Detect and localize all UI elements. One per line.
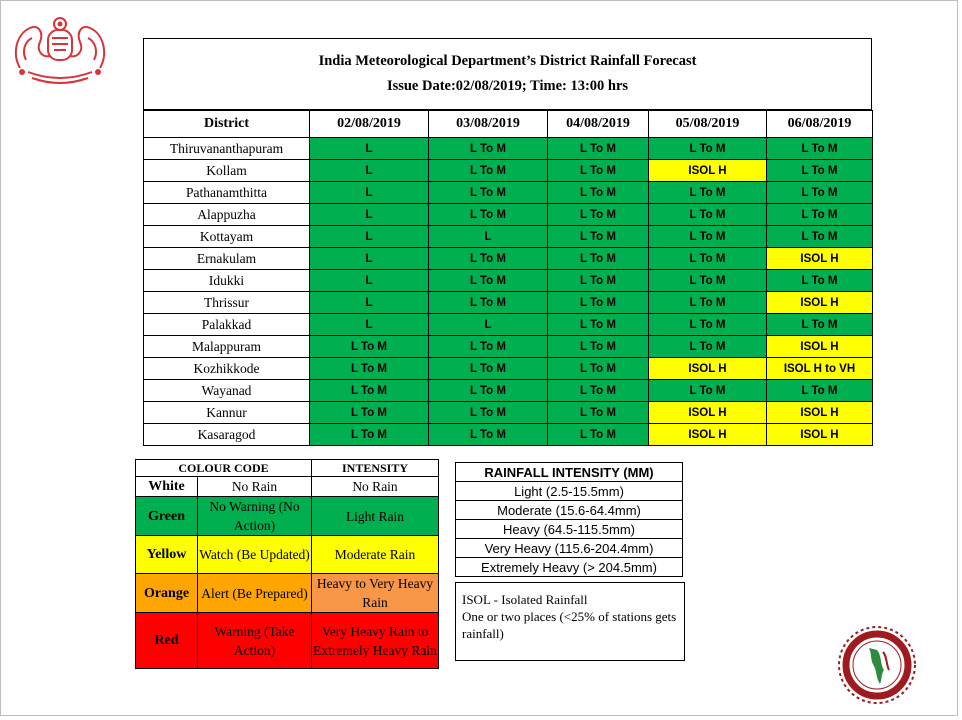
forecast-cell: L To M	[429, 358, 548, 380]
rainfall-intensity-header: RAINFALL INTENSITY (MM)	[456, 463, 683, 482]
forecast-cell: L To M	[548, 270, 649, 292]
forecast-cell: L	[310, 292, 429, 314]
forecast-cell: ISOL H	[649, 358, 767, 380]
district-name: Kollam	[144, 160, 310, 182]
forecast-cell: L To M	[649, 204, 767, 226]
forecast-cell: L To M	[429, 248, 548, 270]
rainfall-intensity-item: Moderate (15.6-64.4mm)	[456, 501, 683, 520]
colour-intensity: Moderate Rain	[312, 536, 439, 574]
forecast-cell: L To M	[548, 380, 649, 402]
colour-meaning: Alert (Be Prepared)	[198, 574, 312, 613]
forecast-header-row	[144, 111, 873, 138]
forecast-cell: L To M	[429, 182, 548, 204]
rainfall-intensity-row	[456, 539, 683, 558]
forecast-cell: ISOL H	[767, 292, 873, 314]
colour-code-row	[136, 497, 439, 536]
district-row	[144, 226, 873, 248]
forecast-cell: L To M	[548, 336, 649, 358]
forecast-cell: L To M	[767, 380, 873, 402]
rainfall-intensity-row	[456, 501, 683, 520]
district-name: Kottayam	[144, 226, 310, 248]
district-name: Palakkad	[144, 314, 310, 336]
forecast-body	[144, 138, 873, 446]
forecast-cell: ISOL H	[649, 160, 767, 182]
forecast-cell: ISOL H	[767, 336, 873, 358]
forecast-cell: ISOL H	[649, 402, 767, 424]
rainfall-intensity-row	[456, 520, 683, 539]
district-row	[144, 160, 873, 182]
forecast-cell: ISOL H	[767, 402, 873, 424]
forecast-cell: L	[310, 204, 429, 226]
district-header: District	[144, 111, 310, 138]
forecast-cell: ISOL H	[767, 424, 873, 446]
rainfall-intensity-header-row	[456, 463, 683, 482]
colour-meaning: No Warning (No Action)	[198, 497, 312, 536]
colour-intensity: Very Heavy Rain to Extremely Heavy Rain	[312, 613, 439, 669]
forecast-table	[143, 110, 873, 446]
forecast-issue-date: Issue Date:02/08/2019; Time: 13:00 hrs	[386, 78, 629, 94]
colour-name: Yellow	[136, 536, 198, 574]
colour-name: Orange	[136, 574, 198, 613]
district-name: Kozhikkode	[144, 358, 310, 380]
district-name: Wayanad	[144, 380, 310, 402]
forecast-cell: L To M	[548, 204, 649, 226]
forecast-cell: L To M	[310, 424, 429, 446]
colour-intensity: No Rain	[312, 477, 439, 497]
forecast-cell: L	[310, 182, 429, 204]
district-name: Malappuram	[144, 336, 310, 358]
district-row	[144, 336, 873, 358]
forecast-cell: L To M	[310, 380, 429, 402]
forecast-cell: L	[310, 270, 429, 292]
forecast-cell: L To M	[548, 314, 649, 336]
forecast-cell: L To M	[649, 270, 767, 292]
colour-code-header: COLOUR CODE	[136, 460, 312, 477]
forecast-cell: L To M	[429, 204, 548, 226]
district-name: Kasaragod	[144, 424, 310, 446]
district-name: Ernakulam	[144, 248, 310, 270]
forecast-cell: L To M	[548, 182, 649, 204]
district-row	[144, 248, 873, 270]
forecast-cell: L To M	[767, 160, 873, 182]
date-header: 03/08/2019	[429, 111, 548, 138]
district-row	[144, 314, 873, 336]
rainfall-intensity-item: Light (2.5-15.5mm)	[456, 482, 683, 501]
kerala-emblem-icon	[8, 12, 112, 86]
forecast-cell: L	[310, 248, 429, 270]
forecast-cell: L To M	[429, 160, 548, 182]
forecast-cell: L To M	[548, 402, 649, 424]
colour-code-body	[136, 477, 439, 669]
rainfall-intensity-body	[456, 482, 683, 577]
rainfall-intensity-row	[456, 482, 683, 501]
colour-code-row	[136, 477, 439, 497]
forecast-cell: L To M	[548, 226, 649, 248]
forecast-cell: L To M	[548, 138, 649, 160]
forecast-cell: L To M	[767, 314, 873, 336]
district-row	[144, 424, 873, 446]
forecast-cell: ISOL H	[767, 248, 873, 270]
forecast-cell: L	[310, 314, 429, 336]
colour-name: Green	[136, 497, 198, 536]
district-row	[144, 138, 873, 160]
district-row	[144, 380, 873, 402]
rainfall-intensity-item: Very Heavy (115.6-204.4mm)	[456, 539, 683, 558]
date-header: 05/08/2019	[649, 111, 767, 138]
forecast-cell: L To M	[767, 138, 873, 160]
kerala-disaster-management-logo-icon	[836, 624, 918, 706]
forecast-title-box	[143, 38, 872, 110]
forecast-cell: L To M	[767, 182, 873, 204]
colour-meaning: Watch (Be Updated)	[198, 536, 312, 574]
district-name: Idukki	[144, 270, 310, 292]
forecast-cell: L To M	[310, 336, 429, 358]
forecast-cell: L To M	[649, 248, 767, 270]
forecast-cell: L To M	[429, 270, 548, 292]
forecast-cell: L To M	[429, 402, 548, 424]
colour-code-row	[136, 536, 439, 574]
date-header: 04/08/2019	[548, 111, 649, 138]
district-name: Thiruvananthapuram	[144, 138, 310, 160]
rainfall-intensity-item: Extremely Heavy (> 204.5mm)	[456, 558, 683, 577]
forecast-cell: L To M	[310, 358, 429, 380]
district-name: Thrissur	[144, 292, 310, 314]
rainfall-intensity-item: Heavy (64.5-115.5mm)	[456, 520, 683, 539]
intensity-header: INTENSITY	[312, 460, 439, 477]
forecast-cell: L To M	[649, 182, 767, 204]
forecast-cell: L	[429, 314, 548, 336]
forecast-cell: L To M	[649, 138, 767, 160]
district-row	[144, 182, 873, 204]
isol-note-box	[455, 582, 685, 661]
rainfall-intensity-row	[456, 558, 683, 577]
forecast-cell: L To M	[429, 292, 548, 314]
colour-name: White	[136, 477, 198, 497]
forecast-cell: ISOL H to VH	[767, 358, 873, 380]
forecast-cell: L To M	[649, 226, 767, 248]
forecast-cell: L To M	[429, 138, 548, 160]
isol-note-line2: One or two places (<25% of stations gets rainfall)	[462, 609, 677, 641]
district-row	[144, 358, 873, 380]
colour-meaning: Warning (Take Action)	[198, 613, 312, 669]
colour-code-row	[136, 574, 439, 613]
forecast-cell: L To M	[767, 270, 873, 292]
forecast-cell: L To M	[548, 292, 649, 314]
colour-intensity: Heavy to Very Heavy Rain	[312, 574, 439, 613]
district-name: Alappuzha	[144, 204, 310, 226]
forecast-cell: L To M	[767, 226, 873, 248]
forecast-cell: L To M	[649, 314, 767, 336]
isol-note-line1: ISOL - Isolated Rainfall	[462, 592, 588, 607]
rainfall-intensity-table	[455, 462, 683, 577]
forecast-cell: L	[310, 138, 429, 160]
district-row	[144, 204, 873, 226]
forecast-cell: L	[310, 226, 429, 248]
forecast-cell: L To M	[429, 380, 548, 402]
forecast-cell: L To M	[548, 358, 649, 380]
colour-name: Red	[136, 613, 198, 669]
district-row	[144, 270, 873, 292]
colour-code-header-row	[136, 460, 439, 477]
colour-intensity: Light Rain	[312, 497, 439, 536]
date-header: 02/08/2019	[310, 111, 429, 138]
forecast-cell: L To M	[767, 204, 873, 226]
forecast-cell: L To M	[548, 160, 649, 182]
colour-code-table	[135, 459, 439, 669]
forecast-title: India Meteorological Department’s District Rainfall Forecast	[318, 53, 697, 69]
forecast-cell: L To M	[649, 380, 767, 402]
district-row	[144, 402, 873, 424]
colour-code-row	[136, 613, 439, 669]
forecast-cell: L To M	[548, 424, 649, 446]
district-row	[144, 292, 873, 314]
district-name: Kannur	[144, 402, 310, 424]
forecast-cell: L To M	[429, 424, 548, 446]
forecast-cell: L To M	[649, 292, 767, 314]
forecast-cell: L To M	[649, 336, 767, 358]
forecast-cell: L To M	[548, 248, 649, 270]
forecast-cell: L To M	[310, 402, 429, 424]
forecast-cell: ISOL H	[649, 424, 767, 446]
date-header: 06/08/2019	[767, 111, 873, 138]
forecast-cell: L To M	[429, 336, 548, 358]
district-name: Pathanamthitta	[144, 182, 310, 204]
forecast-cell: L	[429, 226, 548, 248]
colour-meaning: No Rain	[198, 477, 312, 497]
forecast-cell: L	[310, 160, 429, 182]
